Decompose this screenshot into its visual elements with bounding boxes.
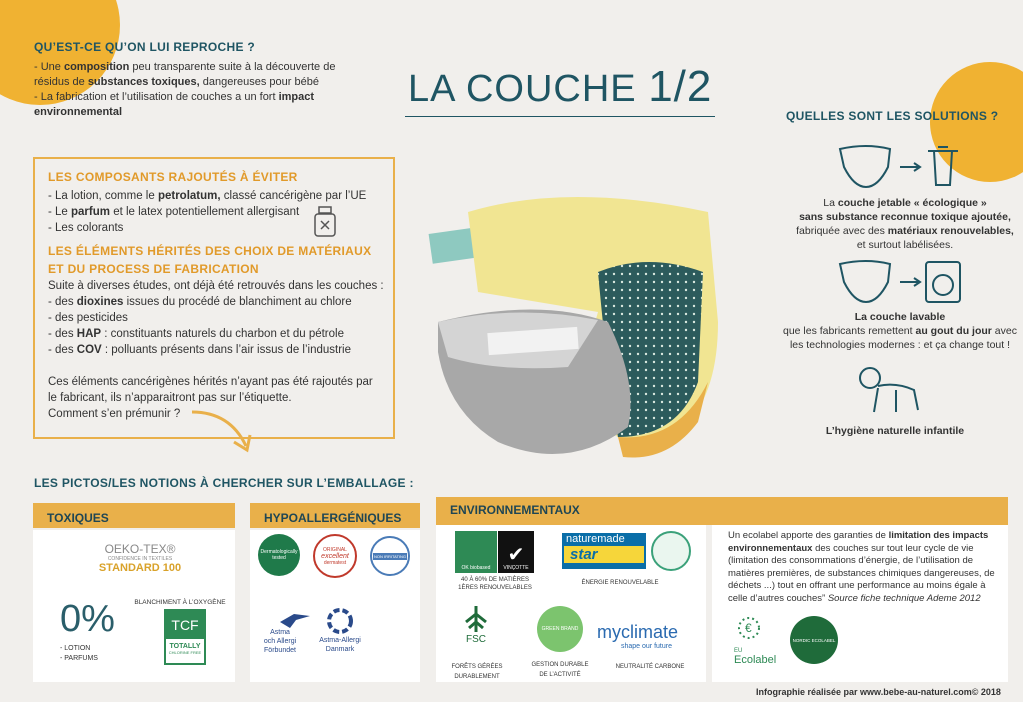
- t: CHLORINE FREE: [168, 650, 202, 655]
- t: résidus de: [34, 76, 88, 88]
- t: : constituants naturels du charbon et du pétrole: [101, 328, 344, 340]
- t: TCF: [166, 611, 204, 639]
- t: petrolatum,: [157, 190, 221, 202]
- nordic-ecolabel-logo: [790, 616, 838, 664]
- t: Source fiche technique Ademe 2012: [827, 592, 981, 604]
- tcf-logo: [164, 609, 206, 665]
- tree-icon: [461, 604, 491, 634]
- dermatest-logo: [313, 534, 357, 578]
- t: et le latex potentiellement allergisant: [110, 206, 300, 218]
- reproche-heading: QU’EST-CE QU’ON LUI REPROCHE ?: [34, 40, 256, 54]
- t: environnemental: [34, 106, 123, 118]
- composants-content: [48, 170, 393, 422]
- t: que les fabricants remettent: [782, 325, 916, 337]
- t: LES ÉLÉMENTS HÉRITÉS DES CHOIX DE MATÉRIAUX: [48, 244, 372, 258]
- solution1-icons: [836, 143, 966, 194]
- ok-biobased-logo: [455, 531, 497, 573]
- t: - Une: [34, 61, 64, 73]
- blanchiment-label: BLANCHIMENT À L’OXYGÈNE: [134, 599, 226, 606]
- t: sans substance reconnue toxique ajoutée,: [799, 211, 1011, 223]
- t: Förbundet: [264, 647, 296, 654]
- eu-ecolabel-logo: [734, 613, 778, 666]
- footer-credit: Infographie réalisée par www.bebe-au-naturel.com© 2018: [756, 687, 1001, 697]
- t: 40 À 60% DE MATIÈRES: [461, 577, 529, 583]
- pictos-heading: LES PICTOS/LES NOTIONS À CHERCHER SUR L’EMBALLAGE :: [34, 476, 414, 490]
- t: FORÊTS GÉRÉES: [451, 664, 503, 670]
- ok-biobased-caption: [445, 576, 545, 592]
- t: - La fabrication et l’utilisation de couches a un fort: [34, 91, 279, 103]
- title-underline: [405, 116, 715, 117]
- naturemade-caption: ÉNERGIE RENOUVELABLE: [581, 580, 659, 586]
- solution2-text: [780, 310, 1020, 352]
- t: - des: [48, 328, 77, 340]
- t: La: [823, 197, 838, 209]
- reproche-section: [34, 40, 394, 120]
- t: : polluants présents dans l’air issus de l’industrie: [101, 344, 351, 356]
- t: 1ÈRES RENOUVELABLES: [458, 585, 532, 591]
- t: EU: [734, 648, 743, 654]
- t: FSC: [466, 634, 486, 645]
- t: La couche lavable: [854, 311, 946, 323]
- t: le fabricant, ils n’apparaitront pas sur l’étiquette.: [48, 392, 292, 404]
- t: dangereuses pour bébé: [199, 76, 319, 88]
- t: Suite à diverses études, ont déjà été retrouvés dans les couches :: [48, 280, 384, 292]
- t: OK biobased: [461, 565, 491, 571]
- title-part: 1/2: [648, 62, 713, 111]
- t: environnementaux: [728, 542, 813, 554]
- composants-list: [48, 188, 393, 236]
- flower-icon: [325, 606, 355, 636]
- t: classé cancérigène par l’UE: [220, 190, 367, 202]
- t: myclimate: [597, 622, 679, 642]
- t: - PARFUMS: [60, 655, 98, 662]
- t: impact: [278, 91, 315, 103]
- dermatologically-tested-logo: [258, 534, 300, 576]
- hypo-header: HYPOALLERGÉNIQUES: [250, 503, 420, 528]
- bird-icon: [280, 612, 310, 628]
- env-header: ENVIRONNEMENTAUX: [436, 497, 1008, 525]
- t: couche jetable « écologique »: [837, 197, 987, 209]
- t: au gout du jour: [915, 325, 992, 337]
- bottle-icon: [313, 206, 337, 243]
- green-brand-caption: [520, 660, 600, 680]
- t: excellent: [321, 552, 349, 560]
- diaper-illustration: [418, 182, 718, 477]
- t: dioxines: [76, 296, 124, 308]
- trash-icon: [928, 147, 958, 185]
- t: - des: [48, 296, 77, 308]
- t: - Les colorants: [48, 222, 124, 234]
- t: fabriquée avec des: [796, 225, 888, 237]
- t: Comment s’en prémunir ?: [48, 408, 181, 420]
- astma-allergi-forbundet-logo: [250, 612, 310, 655]
- t: des couches sur tout leur cycle de vie: [812, 542, 974, 554]
- arrow-icon: [190, 408, 260, 461]
- t: peu transparente suite à la découverte de: [129, 61, 336, 73]
- solutions-heading: QUELLES SONT LES SOLUTIONS ?: [786, 109, 999, 123]
- myclimate-logo: [597, 622, 707, 650]
- t: ET DU PROCESS DE FABRICATION: [48, 262, 259, 276]
- t: parfum: [71, 206, 110, 218]
- elements-list: [48, 278, 393, 358]
- t: Dermatologically tested: [260, 549, 298, 561]
- t: NON IRRITATING: [373, 553, 407, 559]
- composants-heading: LES COMPOSANTS RAJOUTÉS À ÉVITER: [48, 170, 298, 184]
- flower-icon: [734, 613, 764, 643]
- diaper-icon: [840, 261, 890, 302]
- t: Danmark: [325, 646, 355, 653]
- t: matériaux renouvelables,: [887, 225, 1014, 237]
- t: substances toxiques,: [87, 76, 200, 88]
- zero-percent: 0%: [60, 598, 115, 640]
- t: (limitation des consommations d’énergie, de l’utilisation de: [728, 555, 974, 566]
- t: Astma: [270, 629, 290, 636]
- crawling-baby-icon: [856, 366, 926, 421]
- t: Ces éléments cancérigènes hérités n’ayant pas été rajoutés par: [48, 376, 373, 388]
- t: DE L’ACTIVITÉ: [539, 672, 581, 678]
- elements-heading: [48, 242, 393, 278]
- t: naturemade: [566, 533, 625, 545]
- t: - des pesticides: [48, 312, 128, 324]
- t: déchets ...) tout en offrant une performance au moins égale à: [728, 580, 986, 591]
- t: issues du procédé de blanchiment au chlore: [123, 296, 352, 308]
- t: shape our future: [621, 643, 672, 650]
- t: Ecolabel: [734, 654, 777, 666]
- reproche-text: [34, 60, 394, 120]
- astma-allergi-danmark-logo: [310, 606, 370, 654]
- t: - des: [48, 344, 77, 356]
- title-main: LA COUCHE: [408, 68, 637, 110]
- svg-text:€: €: [745, 621, 752, 635]
- vincotte-logo: [498, 531, 534, 573]
- t: STANDARD 100: [98, 562, 182, 574]
- green-brand-logo: [537, 606, 583, 652]
- t: COV: [76, 344, 102, 356]
- t: L’hygiène naturelle infantile: [825, 425, 965, 437]
- t: GESTION DURABLE: [531, 662, 589, 668]
- toxiques-header: TOXIQUES: [33, 503, 235, 528]
- t: limitation des impacts: [888, 530, 989, 541]
- naturemade-logo: [562, 533, 646, 569]
- t: matières premières, de substances chimiques dangereuses, de: [728, 567, 995, 579]
- diaper-icon: [840, 146, 890, 187]
- t: TOTALLY: [169, 643, 201, 650]
- t: VINÇOTTE: [503, 565, 529, 571]
- t: Un ecolabel apporte des garanties de: [728, 530, 889, 541]
- page-title: [408, 62, 712, 112]
- t: GREEN BRAND: [541, 626, 579, 632]
- solution2-icons: [836, 258, 966, 309]
- t: celle d’autres couches”: [728, 592, 828, 604]
- t: - La lotion, comme le: [48, 190, 158, 202]
- t: OEKO-TEX®: [104, 542, 176, 556]
- ecolabel-text: [728, 530, 1004, 605]
- fsc-caption: [446, 662, 508, 682]
- t: composition: [63, 61, 130, 73]
- t: Astma-Allergi: [319, 637, 361, 644]
- green-face-logo: [651, 531, 691, 571]
- solution1-text: [790, 196, 1020, 252]
- t: ORIGINAL: [323, 546, 347, 553]
- t: och Allergi: [263, 638, 297, 645]
- fsc-logo: [455, 604, 497, 645]
- t: CONFIDENCE IN TEXTILES: [107, 556, 173, 562]
- solution3-text: [820, 424, 970, 439]
- t: DURABLEMENT: [454, 674, 500, 680]
- t: - LOTION: [60, 645, 91, 652]
- t: HAP: [76, 328, 102, 340]
- zero-percent-list: [60, 644, 98, 664]
- t: - Le: [48, 206, 72, 218]
- t: dermatest: [323, 559, 347, 566]
- t: avec: [991, 325, 1017, 337]
- non-irritating-logo: [370, 536, 410, 576]
- t: les technologies modernes : et ça change tout !: [789, 339, 1011, 351]
- t: NORDIC ECOLABEL: [792, 637, 836, 643]
- t: et surtout labélisées.: [856, 239, 954, 251]
- myclimate-caption: NEUTRALITÉ CARBONE: [615, 664, 685, 670]
- oeko-tex-logo: [80, 542, 200, 574]
- t: star: [564, 546, 644, 563]
- check-icon: ✔: [507, 544, 525, 566]
